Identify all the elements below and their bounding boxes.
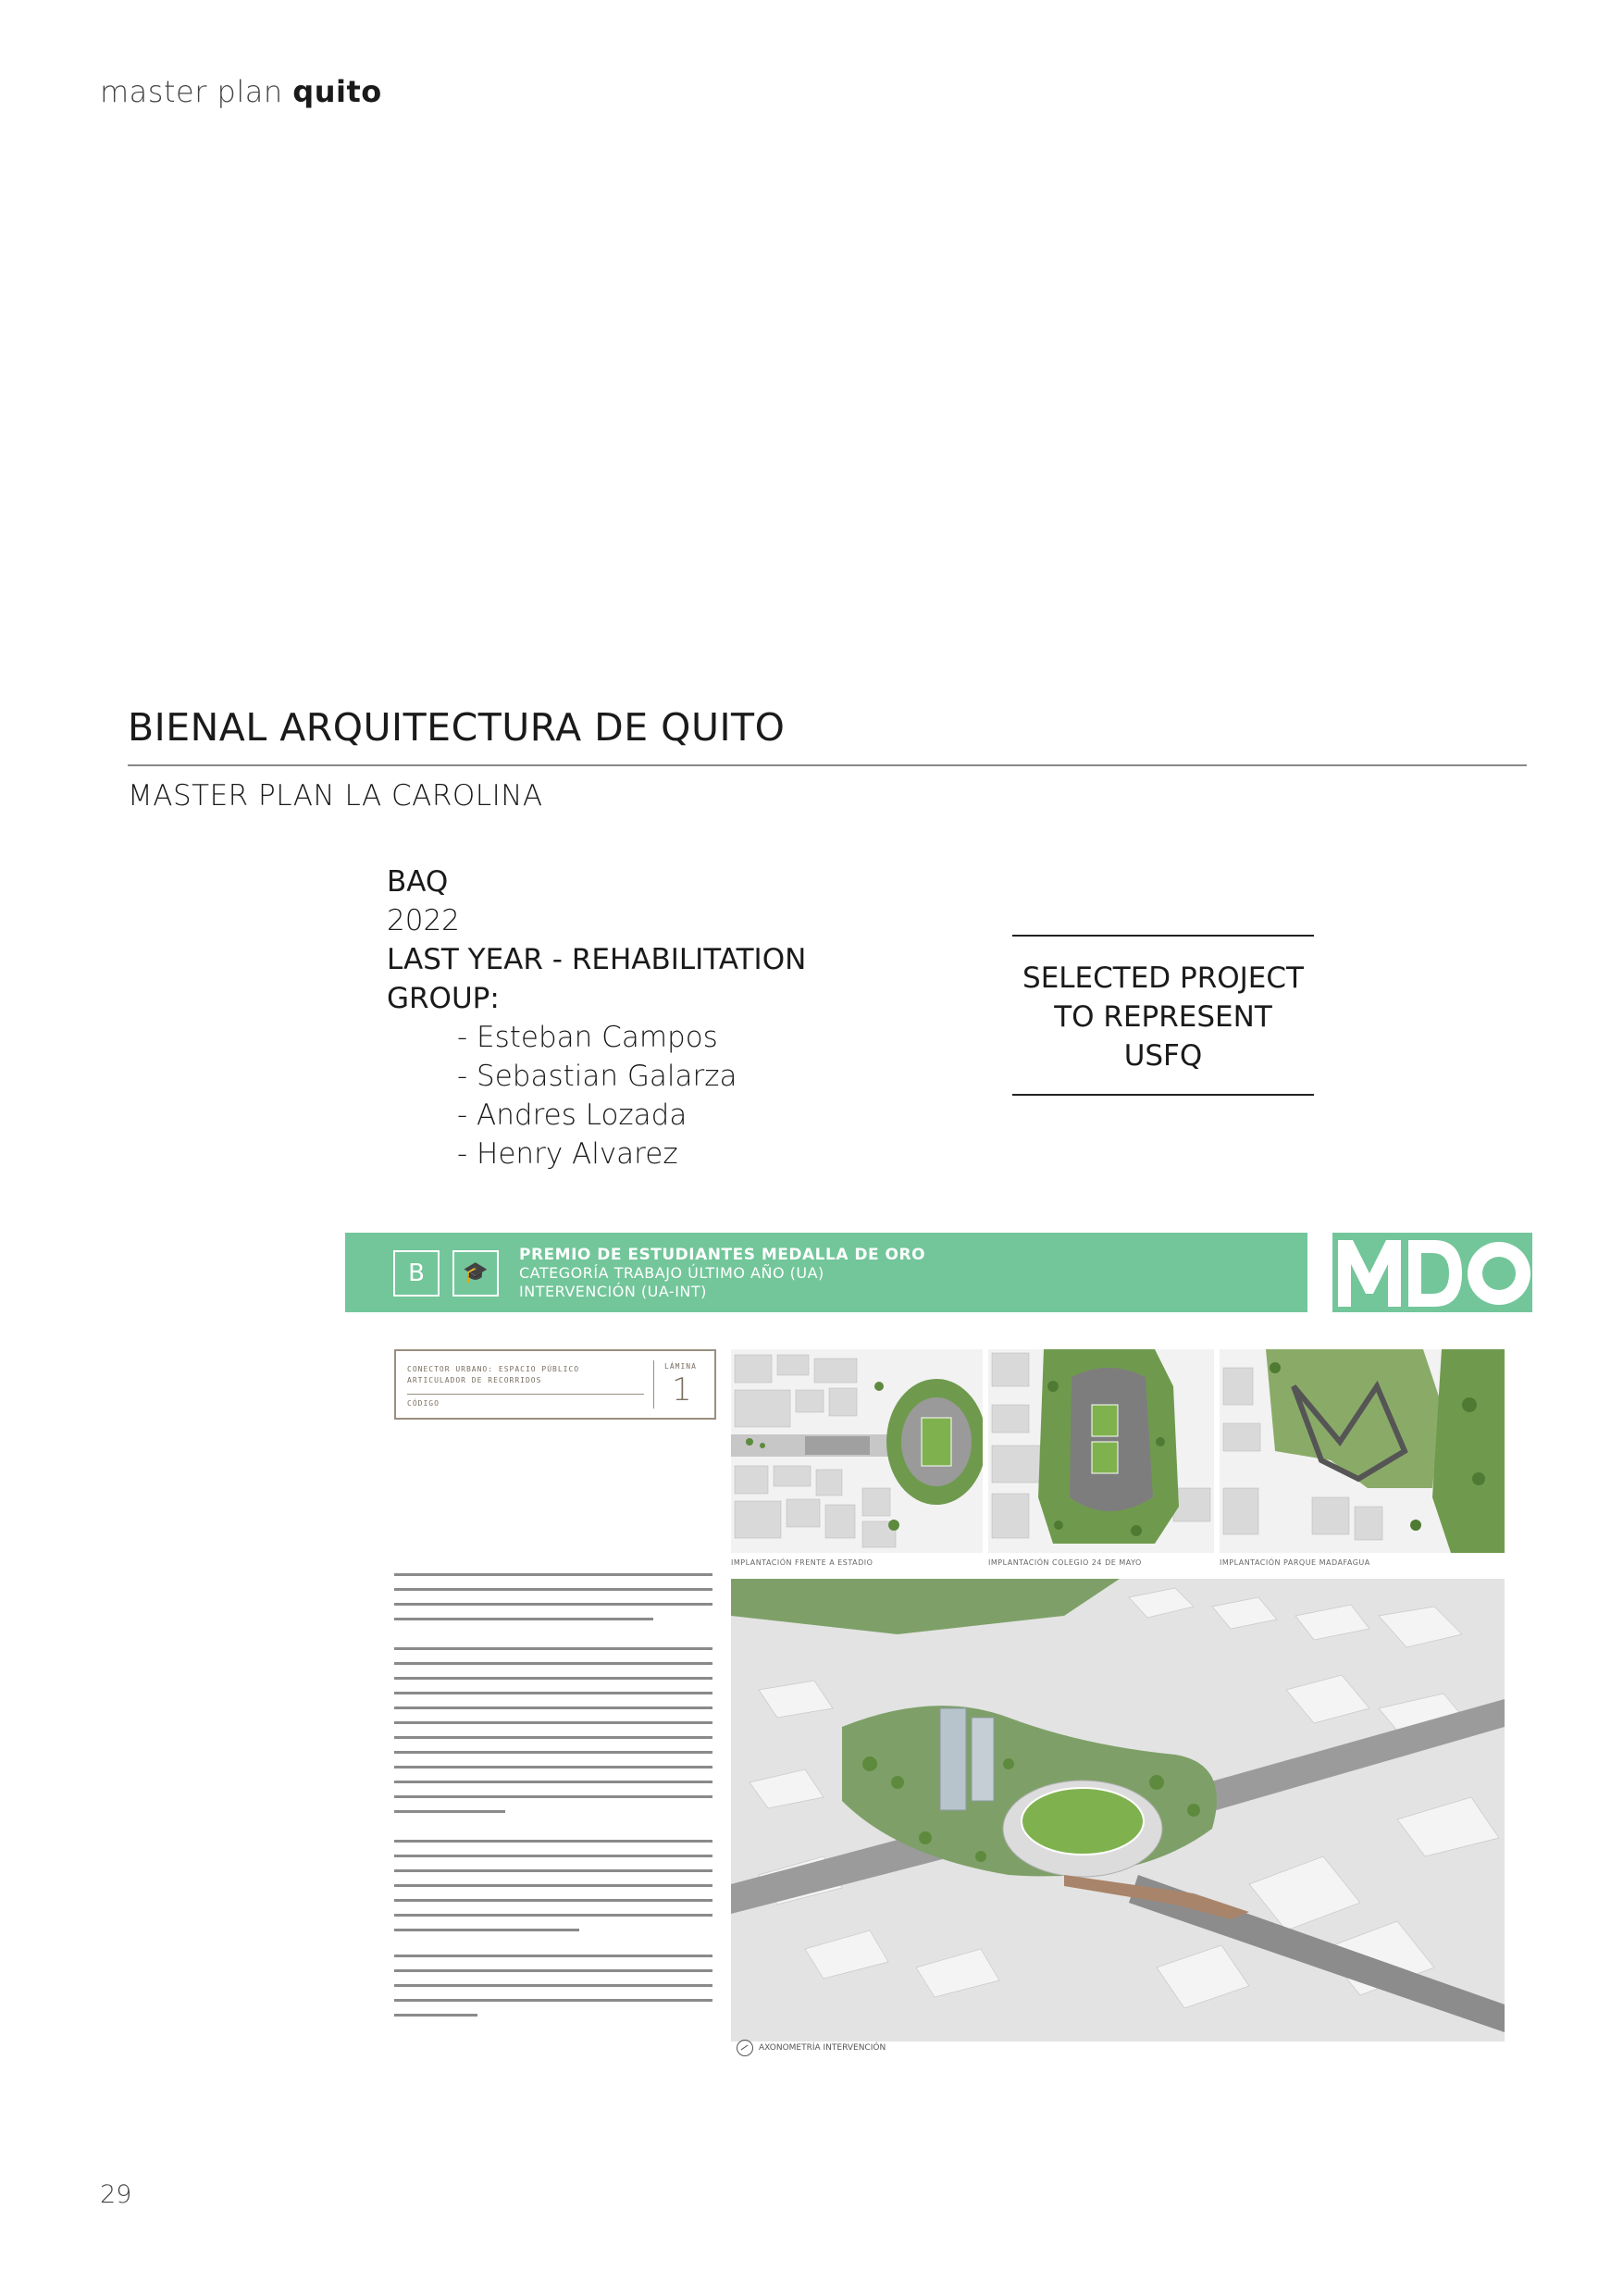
project-info xyxy=(387,863,806,1173)
sheet-code-box xyxy=(394,1349,716,1420)
banner-line-3: INTERVENCIÓN (UA-INT) xyxy=(519,1283,707,1300)
sheet-number: 1 xyxy=(672,1371,692,1409)
section-title: BIENAL ARQUITECTURA DE QUITO xyxy=(128,705,786,750)
selected-project-box xyxy=(1012,935,1314,1096)
site-plan-stadium-drawing xyxy=(731,1349,983,1553)
banner-text xyxy=(519,1246,925,1301)
axonometric-render xyxy=(731,1579,1505,2042)
mdo-logo xyxy=(1332,1233,1532,1312)
award-banner xyxy=(345,1233,1307,1312)
plan-caption-2: IMPLANTACIÓN COLEGIO 24 DE MAYO xyxy=(988,1558,1142,1567)
member-list xyxy=(387,1018,806,1173)
site-plan-stadium xyxy=(731,1349,983,1553)
member-item: - Henry Alvarez xyxy=(457,1137,678,1171)
plan-caption-3: IMPLANTACIÓN PARQUE MADAFAGUA xyxy=(1220,1558,1370,1567)
axonometric-caption-text: AXONOMETRÍA INTERVENCIÓN xyxy=(759,2043,886,2053)
axonometric-caption xyxy=(737,2040,886,2056)
graduation-cap-glyph: 🎓 xyxy=(463,1261,489,1285)
site-plan-school-drawing xyxy=(988,1349,1214,1553)
banner-line-2: CATEGORÍA TRABAJO ÚLTIMO AÑO (UA) xyxy=(519,1264,824,1282)
header-prefix: master plan xyxy=(100,74,283,109)
member-item: - Andres Lozada xyxy=(457,1098,688,1132)
site-plan-school xyxy=(988,1349,1214,1553)
sheet-title: CONECTOR URBANO: ESPACIO PÚBLICO ARTICULADOR DE RECORRIDOS xyxy=(407,1365,580,1384)
description-text-lines xyxy=(394,1573,712,2017)
group-label: GROUP: xyxy=(387,982,500,1015)
graduation-cap-icon xyxy=(452,1250,499,1297)
banner-line-1: PREMIO DE ESTUDIANTES MEDALLA DE ORO xyxy=(519,1246,926,1264)
acronym: BAQ xyxy=(387,865,449,899)
selected-project-text: SELECTED PROJECT TO REPRESENT USFQ xyxy=(1022,962,1304,1073)
page-number: 29 xyxy=(100,2180,132,2209)
project-description xyxy=(394,1573,712,2017)
running-header xyxy=(100,74,382,109)
bienal-logo-glyph: B xyxy=(408,1260,425,1287)
site-plan-park xyxy=(1220,1349,1505,1553)
member-item: - Esteban Campos xyxy=(457,1021,718,1054)
north-arrow-icon xyxy=(737,2040,753,2056)
site-plan-park-drawing xyxy=(1220,1349,1505,1553)
plan-caption-1: IMPLANTACIÓN FRENTE A ESTADIO xyxy=(731,1558,873,1567)
code-label: CÓDIGO xyxy=(407,1399,440,1408)
axonometric-render-drawing xyxy=(731,1579,1505,2042)
year: 2022 xyxy=(387,904,460,937)
section-subtitle: MASTER PLAN LA CAROLINA xyxy=(128,779,543,813)
course: LAST YEAR - REHABILITATION xyxy=(387,943,807,976)
header-bold: quito xyxy=(292,74,382,109)
bienal-logo-icon xyxy=(393,1250,440,1297)
sheet-box-divider xyxy=(653,1360,654,1409)
sheet-label: LÁMINA xyxy=(664,1362,697,1371)
sheet-title-underline xyxy=(407,1394,644,1395)
mdo-logo-graphic xyxy=(1332,1233,1532,1312)
section-divider xyxy=(128,764,1527,766)
member-item: - Sebastian Galarza xyxy=(457,1060,737,1093)
